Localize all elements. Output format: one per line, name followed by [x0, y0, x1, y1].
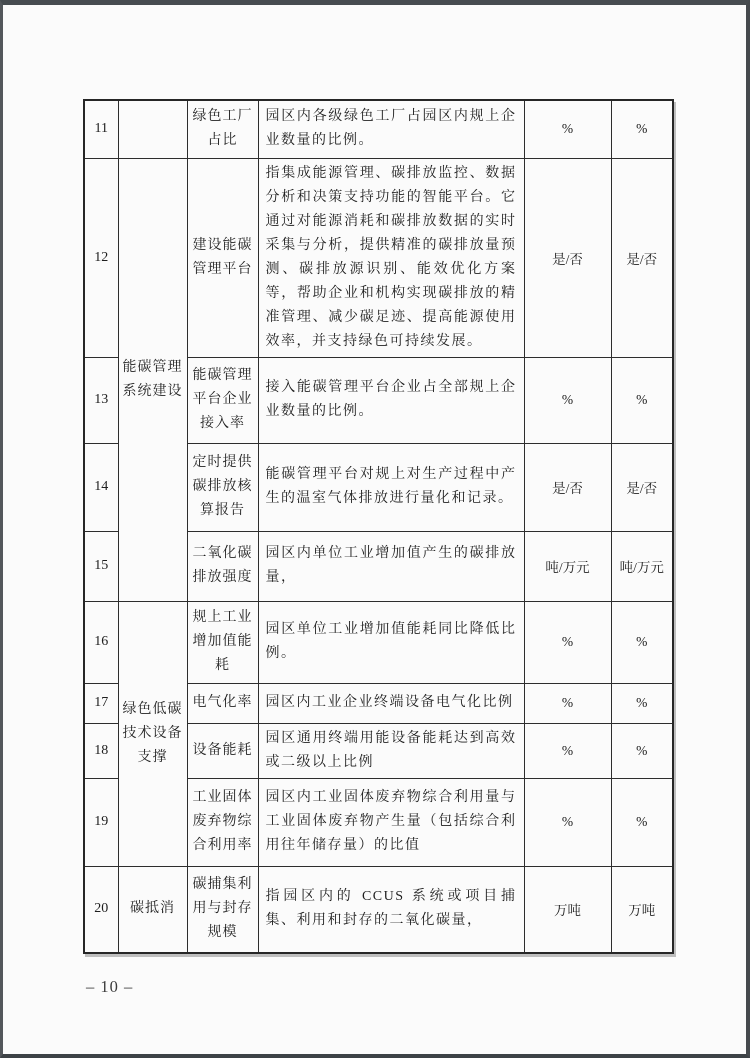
- category-cell: 能碳管理系统建设: [118, 158, 187, 601]
- indicator-name-cell: 绿色工厂占比: [187, 100, 258, 158]
- row-number-cell: 12: [84, 158, 118, 357]
- description-cell: 园区内单位工业增加值产生的碳排放量，: [258, 531, 524, 601]
- unit-cell-1: %: [524, 723, 611, 778]
- indicator-table: [83, 99, 674, 954]
- unit-cell-1: %: [524, 601, 611, 683]
- category-cell: 绿色低碳技术设备支撑: [118, 601, 187, 866]
- indicator-name-cell: 碳捕集利用与封存规模: [187, 866, 258, 953]
- description-cell: 能碳管理平台对规上对生产过程中产生的温室气体排放进行量化和记录。: [258, 443, 524, 531]
- unit-cell-2: 吨/万元: [611, 531, 673, 601]
- unit-cell-1: 是/否: [524, 158, 611, 357]
- indicator-name-cell: 规上工业增加值能耗: [187, 601, 258, 683]
- unit-cell-2: %: [611, 357, 673, 443]
- row-number-cell: 18: [84, 723, 118, 778]
- description-cell: 园区内工业固体废弃物综合利用量与工业固体废弃物产生量（包括综合利用往年储存量）的比值: [258, 778, 524, 866]
- indicator-name-cell: 定时提供碳排放核算报告: [187, 443, 258, 531]
- indicator-name-cell: 设备能耗: [187, 723, 258, 778]
- unit-cell-2: 是/否: [611, 158, 673, 357]
- table-row: [84, 866, 673, 953]
- description-cell: 接入能碳管理平台企业占全部规上企业数量的比例。: [258, 357, 524, 443]
- row-number-cell: 19: [84, 778, 118, 866]
- row-number-cell: 14: [84, 443, 118, 531]
- page-number: – 10 –: [86, 977, 134, 996]
- table-row: [84, 158, 673, 357]
- indicator-name-cell: 建设能碳管理平台: [187, 158, 258, 357]
- unit-cell-1: 吨/万元: [524, 531, 611, 601]
- description-cell: 园区内工业企业终端设备电气化比例: [258, 683, 524, 723]
- unit-cell-2: 万吨: [611, 866, 673, 953]
- unit-cell-1: %: [524, 683, 611, 723]
- unit-cell-2: %: [611, 100, 673, 158]
- description-cell: 指集成能源管理、碳排放监控、数据分析和决策支持功能的智能平台。它通过对能源消耗和碳排放数据的实时采集与分析，提供精准的碳排放量预测、碳排放源识别、能效优化方案等，帮助企业和机构实现碳排放的精准管理、减少碳足迹、提高能源使用效率，并支持绿色可持续发展。: [258, 158, 524, 357]
- unit-cell-1: %: [524, 778, 611, 866]
- row-number-cell: 13: [84, 357, 118, 443]
- indicator-name-cell: 工业固体废弃物综合利用率: [187, 778, 258, 866]
- table-row: [84, 100, 673, 158]
- unit-cell-2: %: [611, 601, 673, 683]
- category-cell: [118, 100, 187, 158]
- row-number-cell: 15: [84, 531, 118, 601]
- description-cell: 园区单位工业增加值能耗同比降低比例。: [258, 601, 524, 683]
- unit-cell-1: %: [524, 100, 611, 158]
- unit-cell-2: %: [611, 683, 673, 723]
- indicator-name-cell: 电气化率: [187, 683, 258, 723]
- row-number-cell: 20: [84, 866, 118, 953]
- row-number-cell: 11: [84, 100, 118, 158]
- description-cell: 园区内各级绿色工厂占园区内规上企业数量的比例。: [258, 100, 524, 158]
- table-row: [84, 601, 673, 683]
- unit-cell-2: 是/否: [611, 443, 673, 531]
- description-cell: 园区通用终端用能设备能耗达到高效或二级以上比例: [258, 723, 524, 778]
- unit-cell-1: 万吨: [524, 866, 611, 953]
- row-number-cell: 16: [84, 601, 118, 683]
- unit-cell-1: 是/否: [524, 443, 611, 531]
- indicator-name-cell: 二氧化碳排放强度: [187, 531, 258, 601]
- row-number-cell: 17: [84, 683, 118, 723]
- category-cell: 碳抵消: [118, 866, 187, 953]
- unit-cell-1: %: [524, 357, 611, 443]
- unit-cell-2: %: [611, 778, 673, 866]
- unit-cell-2: %: [611, 723, 673, 778]
- description-cell: 指园区内的 CCUS 系统或项目捕集、利用和封存的二氧化碳量，: [258, 866, 524, 953]
- indicator-name-cell: 能碳管理平台企业接入率: [187, 357, 258, 443]
